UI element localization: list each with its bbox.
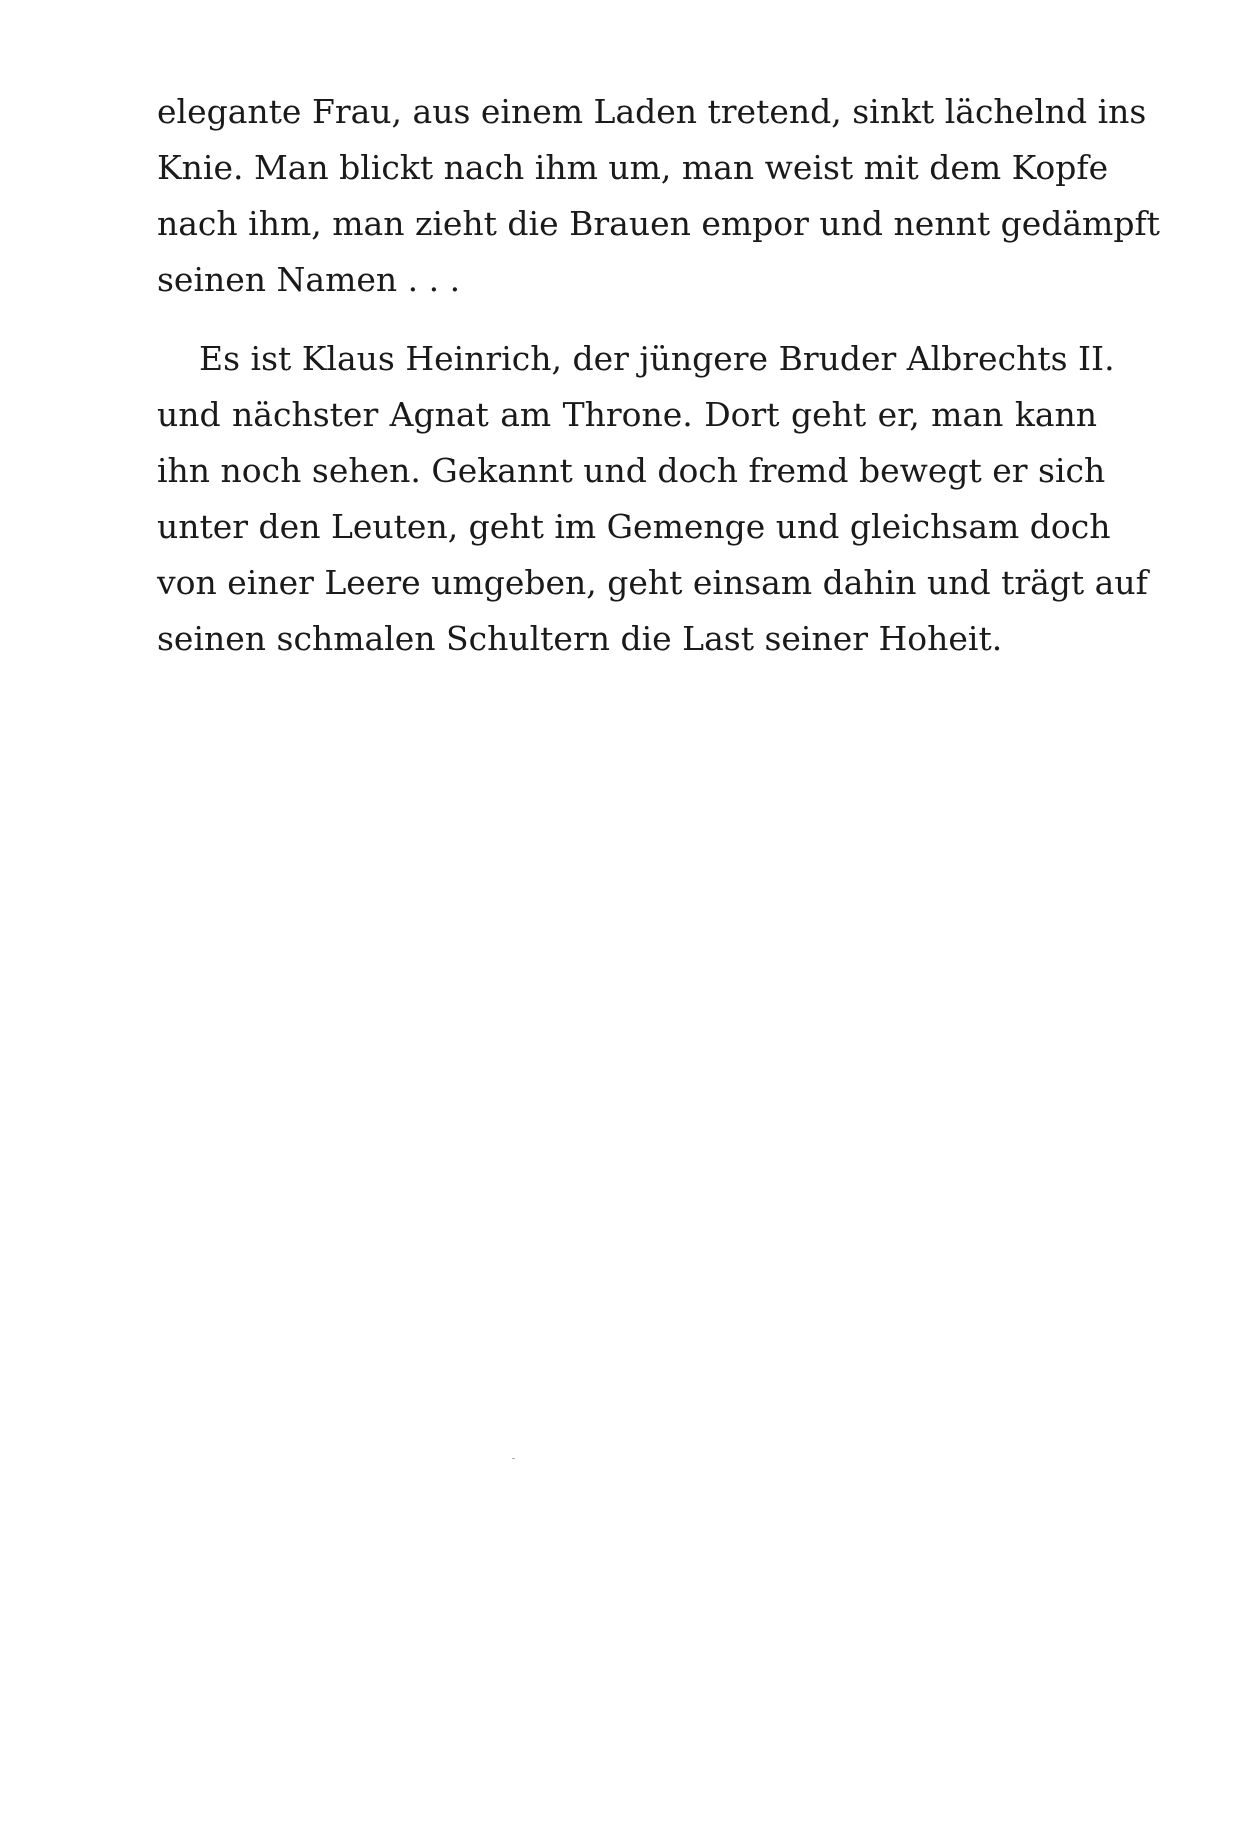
text-line: ihn noch sehen. Gekannt und doch fremd bewegt er sich [157, 451, 1106, 490]
text-line: elegante Frau, aus einem Laden tretend, sinkt lächelnd ins [157, 92, 1147, 131]
text-line: von einer Leere umgeben, geht einsam dahin und trägt auf [157, 563, 1148, 602]
text-line: Knie. Man blickt nach ihm um, man weist mit dem Kopfe [157, 148, 1109, 187]
text-line: Es ist Klaus Heinrich, der jüngere Bruder Albrechts II. [199, 339, 1115, 378]
text-line: seinen Namen . . . [157, 260, 461, 299]
text-line: unter den Leuten, geht im Gemenge und gleichsam doch [157, 507, 1111, 546]
text-line: und nächster Agnat am Throne. Dort geht er, man kann [157, 395, 1097, 434]
text-line: seinen schmalen Schultern die Last seiner Hoheit. [157, 619, 1003, 658]
paragraph-spacer [157, 308, 1097, 331]
text-line: nach ihm, man zieht die Brauen empor und nennt gedämpft [157, 204, 1160, 243]
body-text [157, 84, 1160, 667]
paragraph-2 [157, 331, 1148, 667]
print-speck [512, 1458, 515, 1459]
paragraph-1 [157, 84, 1160, 308]
